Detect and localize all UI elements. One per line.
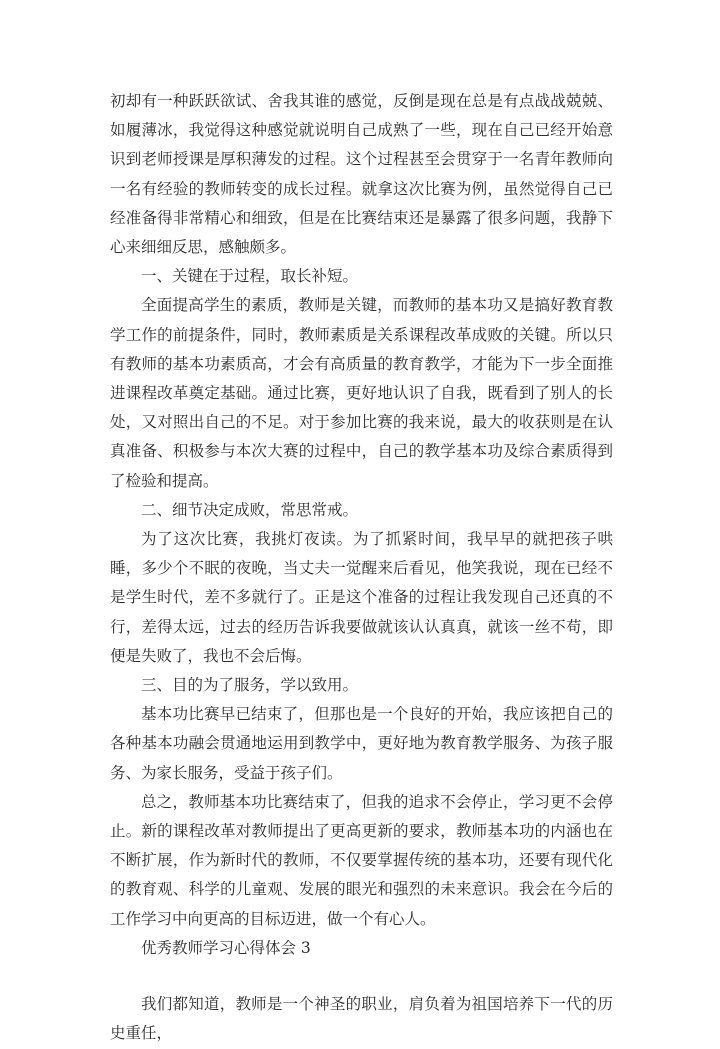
heading-3: 三、目的为了服务，学以致用。 [141,676,359,695]
heading-1: 一、关键在于过程，取长补短。 [141,267,359,286]
paragraph-2: 为了这次比赛，我挑灯夜读。为了抓紧时间，我早早的就把孩子哄睡，多少个不眠的夜晚，当丈夫一觉醒来后看见，他笑我说，现在已经不是学生时代，差不多就行了。正是这个准备的过程让我发现自己还真的不行，差得太远，过去的经历告诉我要做就该认认真真，就该一丝不苟，即便是失败了，我也不会后悔。 [110,530,613,665]
paragraph-3: 基本功比赛早已结束了，但那也是一个良好的开始，我应该把自己的各种基本功融会贯通地运用到教学中，更好地为教育教学服务、为孩子服务、为家长服务，受益于孩子们。 [110,705,613,782]
section-spacer [110,963,613,990]
paragraph-intro: 初却有一种跃跃欲试、舍我其谁的感觉，反倒是现在总是有点战战兢兢、如履薄冰，我觉得这种感觉就说明自己成熟了一些，现在自己已经开始意识到老师授课是厚积薄发的过程。这个过程甚至会贯穿于一名青年教师向一名有经验的教师转变的成长过程。就拿这次比赛为例，虽然觉得自己已经准备得非常精心和细致，但是在比赛结束还是暴露了很多问题，我静下心来细细反思，感触颇多。 [110,92,613,257]
paragraph-conclusion: 总之，教师基本功比赛结束了，但我的追求不会停止，学习更不会停止。新的课程改革对教师提出了更高更新的要求，教师基本功的内涵也在不断扩展，作为新时代的教师，不仅要掌握传统的基本功，还要有现代化的教育观、科学的儿童观、发展的眼光和强烈的未来意识。我会在今后的工作学习中向更高的目标迈进，做一个有心人。 [110,792,613,928]
paragraph-next-section: 我们都知道，教师是一个神圣的职业，肩负着为祖国培养下一代的历史重任， [110,995,613,1043]
section-title: 优秀教师学习心得体会 3 [141,938,311,957]
heading-2: 二、细节决定成败，常思常戒。 [141,500,359,519]
document-body [110,87,613,1049]
paragraph-1: 全面提高学生的素质，教师是关键，而教师的基本功又是搞好教育教学工作的前提条件，同时，教师素质是关系课程改革成败的关键。所以只有教师的基本功素质高，才会有高质量的教育教学，才能为下一步全面推进课程改革奠定基础。通过比赛，更好地认识了自我，既看到了别人的长处，又对照出自己的不足。对于参加比赛的我来说，最大的收获则是在认真准备、积极参与本次大赛的过程中，自己的教学基本功及综合素质得到了检验和提高。 [110,296,613,490]
